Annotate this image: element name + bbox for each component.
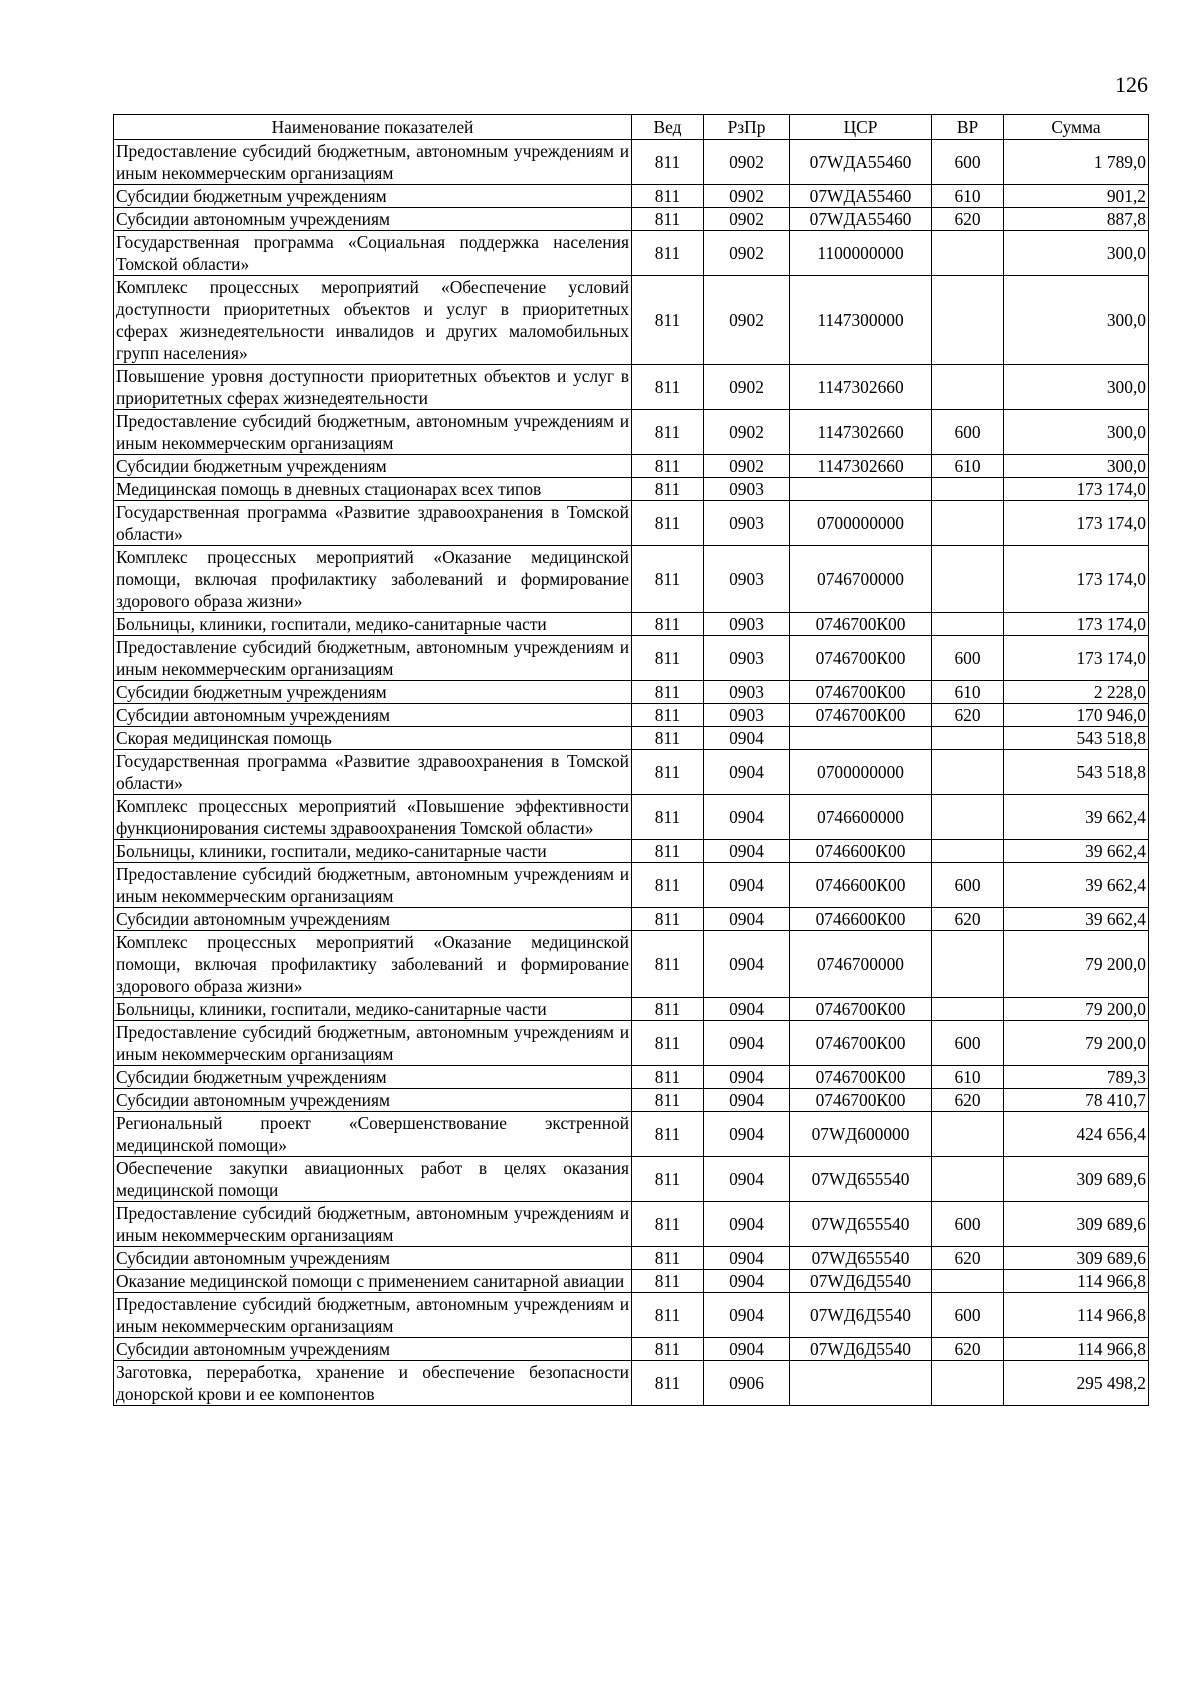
table-row <box>114 140 1149 185</box>
cell-ved: 811 <box>632 185 704 208</box>
cell-name: Предоставление субсидий бюджетным, автономным учреждениям и иным некоммерческим организациям <box>114 410 632 455</box>
cell-sum: 39 662,4 <box>1004 863 1149 908</box>
cell-ved: 811 <box>632 908 704 931</box>
cell-vr <box>932 546 1004 613</box>
cell-name: Комплекс процессных мероприятий «Обеспечение условий доступности приоритетных объектов и услуг в приоритетных сферах жизнедеятельности инвалидов и других маломобильных групп населения» <box>114 276 632 365</box>
table-row <box>114 681 1149 704</box>
page-number: 126 <box>1115 72 1148 97</box>
cell-ved: 811 <box>632 1270 704 1293</box>
table-row <box>114 365 1149 410</box>
cell-name: Комплекс процессных мероприятий «Оказание медицинской помощи, включая профилактику заболеваний и формирование здорового образа жизни» <box>114 546 632 613</box>
cell-rzpr: 0904 <box>704 998 790 1021</box>
cell-rzpr: 0904 <box>704 1089 790 1112</box>
cell-ved: 811 <box>632 1112 704 1157</box>
cell-name: Больницы, клиники, госпитали, медико-санитарные части <box>114 840 632 863</box>
cell-name: Больницы, клиники, госпитали, медико-санитарные части <box>114 613 632 636</box>
header-row <box>114 115 1149 140</box>
header-csr: ЦСР <box>790 115 932 140</box>
cell-rzpr: 0904 <box>704 1338 790 1361</box>
cell-rzpr: 0902 <box>704 208 790 231</box>
cell-vr: 600 <box>932 636 1004 681</box>
table-row <box>114 636 1149 681</box>
table-row <box>114 727 1149 750</box>
cell-name: Субсидии автономным учреждениям <box>114 1089 632 1112</box>
cell-rzpr: 0904 <box>704 931 790 998</box>
cell-ved: 811 <box>632 208 704 231</box>
table-row <box>114 1293 1149 1338</box>
cell-csr: 1147300000 <box>790 276 932 365</box>
table-row <box>114 276 1149 365</box>
cell-csr: 0700000000 <box>790 501 932 546</box>
cell-csr: 0746700К00 <box>790 1089 932 1112</box>
cell-ved: 811 <box>632 840 704 863</box>
cell-rzpr: 0904 <box>704 795 790 840</box>
cell-csr: 07WД655540 <box>790 1157 932 1202</box>
table-row <box>114 455 1149 478</box>
cell-rzpr: 0904 <box>704 1021 790 1066</box>
cell-csr: 0746600К00 <box>790 908 932 931</box>
cell-sum: 79 200,0 <box>1004 1021 1149 1066</box>
cell-vr <box>932 365 1004 410</box>
table-row <box>114 613 1149 636</box>
cell-vr <box>932 795 1004 840</box>
cell-rzpr: 0904 <box>704 750 790 795</box>
table-row <box>114 185 1149 208</box>
budget-table <box>113 114 1149 1406</box>
cell-rzpr: 0903 <box>704 704 790 727</box>
cell-vr: 620 <box>932 1247 1004 1270</box>
cell-name: Комплекс процессных мероприятий «Повышение эффективности функционирования системы здравоохранения Томской области» <box>114 795 632 840</box>
cell-csr: 1147302660 <box>790 365 932 410</box>
table-row <box>114 410 1149 455</box>
cell-csr: 0746600К00 <box>790 840 932 863</box>
table-row <box>114 1157 1149 1202</box>
cell-rzpr: 0906 <box>704 1361 790 1406</box>
cell-sum: 424 656,4 <box>1004 1112 1149 1157</box>
cell-name: Предоставление субсидий бюджетным, автономным учреждениям и иным некоммерческим организациям <box>114 636 632 681</box>
header-name: Наименование показателей <box>114 115 632 140</box>
header-ved: Вед <box>632 115 704 140</box>
table-row <box>114 704 1149 727</box>
cell-csr: 0746700К00 <box>790 636 932 681</box>
cell-sum: 173 174,0 <box>1004 546 1149 613</box>
cell-ved: 811 <box>632 863 704 908</box>
cell-ved: 811 <box>632 1202 704 1247</box>
cell-rzpr: 0902 <box>704 410 790 455</box>
cell-sum: 543 518,8 <box>1004 750 1149 795</box>
cell-name: Субсидии бюджетным учреждениям <box>114 185 632 208</box>
cell-name: Субсидии автономным учреждениям <box>114 208 632 231</box>
cell-name: Государственная программа «Развитие здравоохранения в Томской области» <box>114 501 632 546</box>
cell-sum: 901,2 <box>1004 185 1149 208</box>
cell-ved: 811 <box>632 365 704 410</box>
cell-name: Обеспечение закупки авиационных работ в целях оказания медицинской помощи <box>114 1157 632 1202</box>
cell-rzpr: 0902 <box>704 455 790 478</box>
cell-name: Предоставление субсидий бюджетным, автономным учреждениям и иным некоммерческим организациям <box>114 1202 632 1247</box>
cell-ved: 811 <box>632 1338 704 1361</box>
cell-vr <box>932 1112 1004 1157</box>
cell-rzpr: 0903 <box>704 681 790 704</box>
cell-ved: 811 <box>632 727 704 750</box>
cell-name: Оказание медицинской помощи с применением санитарной авиации <box>114 1270 632 1293</box>
cell-vr <box>932 501 1004 546</box>
cell-ved: 811 <box>632 501 704 546</box>
cell-rzpr: 0904 <box>704 1293 790 1338</box>
cell-csr: 07WДА55460 <box>790 185 932 208</box>
cell-ved: 811 <box>632 276 704 365</box>
cell-name: Предоставление субсидий бюджетным, автономным учреждениям и иным некоммерческим организациям <box>114 863 632 908</box>
cell-ved: 811 <box>632 478 704 501</box>
table-row <box>114 1066 1149 1089</box>
cell-sum: 39 662,4 <box>1004 840 1149 863</box>
cell-name: Комплекс процессных мероприятий «Оказание медицинской помощи, включая профилактику заболеваний и формирование здорового образа жизни» <box>114 931 632 998</box>
cell-csr: 07WДА55460 <box>790 140 932 185</box>
cell-csr: 0746700К00 <box>790 1021 932 1066</box>
cell-rzpr: 0904 <box>704 863 790 908</box>
cell-name: Региональный проект «Совершенствование экстренной медицинской помощи» <box>114 1112 632 1157</box>
cell-vr: 620 <box>932 1089 1004 1112</box>
cell-ved: 811 <box>632 1361 704 1406</box>
cell-csr: 07WД6Д5540 <box>790 1338 932 1361</box>
cell-vr: 620 <box>932 908 1004 931</box>
cell-csr: 07WД6Д5540 <box>790 1293 932 1338</box>
cell-rzpr: 0904 <box>704 1066 790 1089</box>
table-row <box>114 208 1149 231</box>
cell-sum: 39 662,4 <box>1004 795 1149 840</box>
cell-ved: 811 <box>632 750 704 795</box>
table-row <box>114 1112 1149 1157</box>
cell-sum: 170 946,0 <box>1004 704 1149 727</box>
cell-sum: 887,8 <box>1004 208 1149 231</box>
cell-sum: 789,3 <box>1004 1066 1149 1089</box>
cell-vr <box>932 1361 1004 1406</box>
cell-vr <box>932 1270 1004 1293</box>
cell-name: Субсидии бюджетным учреждениям <box>114 455 632 478</box>
cell-csr: 0746600К00 <box>790 863 932 908</box>
cell-sum: 2 228,0 <box>1004 681 1149 704</box>
cell-sum: 173 174,0 <box>1004 613 1149 636</box>
cell-ved: 811 <box>632 795 704 840</box>
header-vr: ВР <box>932 115 1004 140</box>
cell-ved: 811 <box>632 1157 704 1202</box>
cell-ved: 811 <box>632 1089 704 1112</box>
cell-vr: 600 <box>932 410 1004 455</box>
cell-csr: 0746700000 <box>790 931 932 998</box>
cell-csr <box>790 1361 932 1406</box>
cell-ved: 811 <box>632 704 704 727</box>
cell-ved: 811 <box>632 1066 704 1089</box>
cell-sum: 114 966,8 <box>1004 1293 1149 1338</box>
cell-sum: 309 689,6 <box>1004 1157 1149 1202</box>
cell-sum: 39 662,4 <box>1004 908 1149 931</box>
cell-name: Субсидии бюджетным учреждениям <box>114 1066 632 1089</box>
cell-sum: 300,0 <box>1004 231 1149 276</box>
cell-sum: 295 498,2 <box>1004 1361 1149 1406</box>
cell-name: Предоставление субсидий бюджетным, автономным учреждениям и иным некоммерческим организациям <box>114 1021 632 1066</box>
cell-sum: 79 200,0 <box>1004 931 1149 998</box>
cell-sum: 114 966,8 <box>1004 1270 1149 1293</box>
table-row <box>114 1202 1149 1247</box>
cell-vr: 620 <box>932 1338 1004 1361</box>
cell-name: Субсидии автономным учреждениям <box>114 1247 632 1270</box>
table-row <box>114 1361 1149 1406</box>
cell-ved: 811 <box>632 931 704 998</box>
cell-vr <box>932 840 1004 863</box>
cell-name: Предоставление субсидий бюджетным, автономным учреждениям и иным некоммерческим организациям <box>114 140 632 185</box>
cell-name: Повышение уровня доступности приоритетных объектов и услуг в приоритетных сферах жизнедеятельности <box>114 365 632 410</box>
cell-sum: 79 200,0 <box>1004 998 1149 1021</box>
cell-rzpr: 0904 <box>704 1112 790 1157</box>
cell-rzpr: 0903 <box>704 501 790 546</box>
cell-rzpr: 0902 <box>704 140 790 185</box>
cell-csr: 07WД6Д5540 <box>790 1270 932 1293</box>
cell-name: Субсидии автономным учреждениям <box>114 1338 632 1361</box>
cell-name: Предоставление субсидий бюджетным, автономным учреждениям и иным некоммерческим организациям <box>114 1293 632 1338</box>
cell-vr <box>932 231 1004 276</box>
table-row <box>114 908 1149 931</box>
cell-ved: 811 <box>632 140 704 185</box>
cell-vr <box>932 478 1004 501</box>
table-row <box>114 1021 1149 1066</box>
cell-name: Субсидии бюджетным учреждениям <box>114 681 632 704</box>
cell-sum: 173 174,0 <box>1004 636 1149 681</box>
cell-name: Субсидии автономным учреждениям <box>114 908 632 931</box>
cell-rzpr: 0903 <box>704 546 790 613</box>
cell-name: Государственная программа «Развитие здравоохранения в Томской области» <box>114 750 632 795</box>
cell-ved: 811 <box>632 546 704 613</box>
cell-csr: 0746700К00 <box>790 1066 932 1089</box>
cell-sum: 300,0 <box>1004 276 1149 365</box>
cell-sum: 114 966,8 <box>1004 1338 1149 1361</box>
cell-vr: 600 <box>932 1202 1004 1247</box>
cell-ved: 811 <box>632 410 704 455</box>
cell-name: Больницы, клиники, госпитали, медико-санитарные части <box>114 998 632 1021</box>
table-header <box>114 115 1149 140</box>
cell-ved: 811 <box>632 681 704 704</box>
cell-vr: 610 <box>932 1066 1004 1089</box>
table-row <box>114 501 1149 546</box>
cell-rzpr: 0904 <box>704 1247 790 1270</box>
table-row <box>114 750 1149 795</box>
cell-csr: 1100000000 <box>790 231 932 276</box>
cell-csr <box>790 727 932 750</box>
cell-vr: 620 <box>932 208 1004 231</box>
cell-ved: 811 <box>632 231 704 276</box>
cell-csr: 07WДА55460 <box>790 208 932 231</box>
cell-sum: 1 789,0 <box>1004 140 1149 185</box>
cell-sum: 173 174,0 <box>1004 501 1149 546</box>
table-row <box>114 840 1149 863</box>
cell-vr <box>932 613 1004 636</box>
table-row <box>114 931 1149 998</box>
cell-rzpr: 0902 <box>704 365 790 410</box>
cell-sum: 300,0 <box>1004 410 1149 455</box>
table-row <box>114 1338 1149 1361</box>
cell-vr: 600 <box>932 1293 1004 1338</box>
table-row <box>114 546 1149 613</box>
cell-vr: 610 <box>932 455 1004 478</box>
cell-name: Субсидии автономным учреждениям <box>114 704 632 727</box>
cell-sum: 543 518,8 <box>1004 727 1149 750</box>
cell-name: Медицинская помощь в дневных стационарах всех типов <box>114 478 632 501</box>
cell-sum: 78 410,7 <box>1004 1089 1149 1112</box>
table-row <box>114 231 1149 276</box>
cell-vr: 600 <box>932 140 1004 185</box>
cell-rzpr: 0904 <box>704 1157 790 1202</box>
table-row <box>114 1247 1149 1270</box>
cell-name: Скорая медицинская помощь <box>114 727 632 750</box>
header-rzpr: РзПр <box>704 115 790 140</box>
cell-vr: 600 <box>932 863 1004 908</box>
cell-csr: 0746700К00 <box>790 681 932 704</box>
cell-sum: 300,0 <box>1004 455 1149 478</box>
table-row <box>114 795 1149 840</box>
cell-csr: 0746700000 <box>790 546 932 613</box>
cell-rzpr: 0904 <box>704 727 790 750</box>
table-body <box>114 140 1149 1406</box>
cell-sum: 309 689,6 <box>1004 1202 1149 1247</box>
cell-ved: 811 <box>632 613 704 636</box>
cell-csr: 1147302660 <box>790 455 932 478</box>
cell-csr: 07WД655540 <box>790 1247 932 1270</box>
cell-rzpr: 0902 <box>704 231 790 276</box>
cell-sum: 300,0 <box>1004 365 1149 410</box>
table-row <box>114 863 1149 908</box>
cell-name: Заготовка, переработка, хранение и обеспечение безопасности донорской крови и ее компонентов <box>114 1361 632 1406</box>
table-row <box>114 1270 1149 1293</box>
cell-vr <box>932 998 1004 1021</box>
cell-rzpr: 0904 <box>704 1270 790 1293</box>
cell-rzpr: 0904 <box>704 908 790 931</box>
cell-vr <box>932 750 1004 795</box>
cell-rzpr: 0904 <box>704 840 790 863</box>
cell-rzpr: 0903 <box>704 478 790 501</box>
cell-ved: 811 <box>632 1021 704 1066</box>
cell-rzpr: 0903 <box>704 636 790 681</box>
cell-rzpr: 0902 <box>704 276 790 365</box>
cell-ved: 811 <box>632 455 704 478</box>
cell-csr: 0746700К00 <box>790 704 932 727</box>
cell-csr: 0746700К00 <box>790 613 932 636</box>
cell-ved: 811 <box>632 636 704 681</box>
cell-csr: 07WД600000 <box>790 1112 932 1157</box>
cell-vr <box>932 931 1004 998</box>
table-row <box>114 998 1149 1021</box>
cell-csr: 07WД655540 <box>790 1202 932 1247</box>
cell-ved: 811 <box>632 1293 704 1338</box>
cell-vr: 610 <box>932 185 1004 208</box>
cell-rzpr: 0903 <box>704 613 790 636</box>
cell-csr: 0746700К00 <box>790 998 932 1021</box>
cell-ved: 811 <box>632 998 704 1021</box>
cell-vr <box>932 1157 1004 1202</box>
cell-rzpr: 0902 <box>704 185 790 208</box>
cell-ved: 811 <box>632 1247 704 1270</box>
cell-vr <box>932 276 1004 365</box>
cell-name: Государственная программа «Социальная поддержка населения Томской области» <box>114 231 632 276</box>
table-row <box>114 478 1149 501</box>
table-row <box>114 1089 1149 1112</box>
cell-csr: 0746600000 <box>790 795 932 840</box>
cell-vr: 620 <box>932 704 1004 727</box>
cell-sum: 173 174,0 <box>1004 478 1149 501</box>
cell-rzpr: 0904 <box>704 1202 790 1247</box>
cell-sum: 309 689,6 <box>1004 1247 1149 1270</box>
cell-csr: 1147302660 <box>790 410 932 455</box>
cell-vr: 610 <box>932 681 1004 704</box>
cell-vr: 600 <box>932 1021 1004 1066</box>
header-sum: Сумма <box>1004 115 1149 140</box>
cell-csr: 0700000000 <box>790 750 932 795</box>
cell-csr <box>790 478 932 501</box>
cell-vr <box>932 727 1004 750</box>
